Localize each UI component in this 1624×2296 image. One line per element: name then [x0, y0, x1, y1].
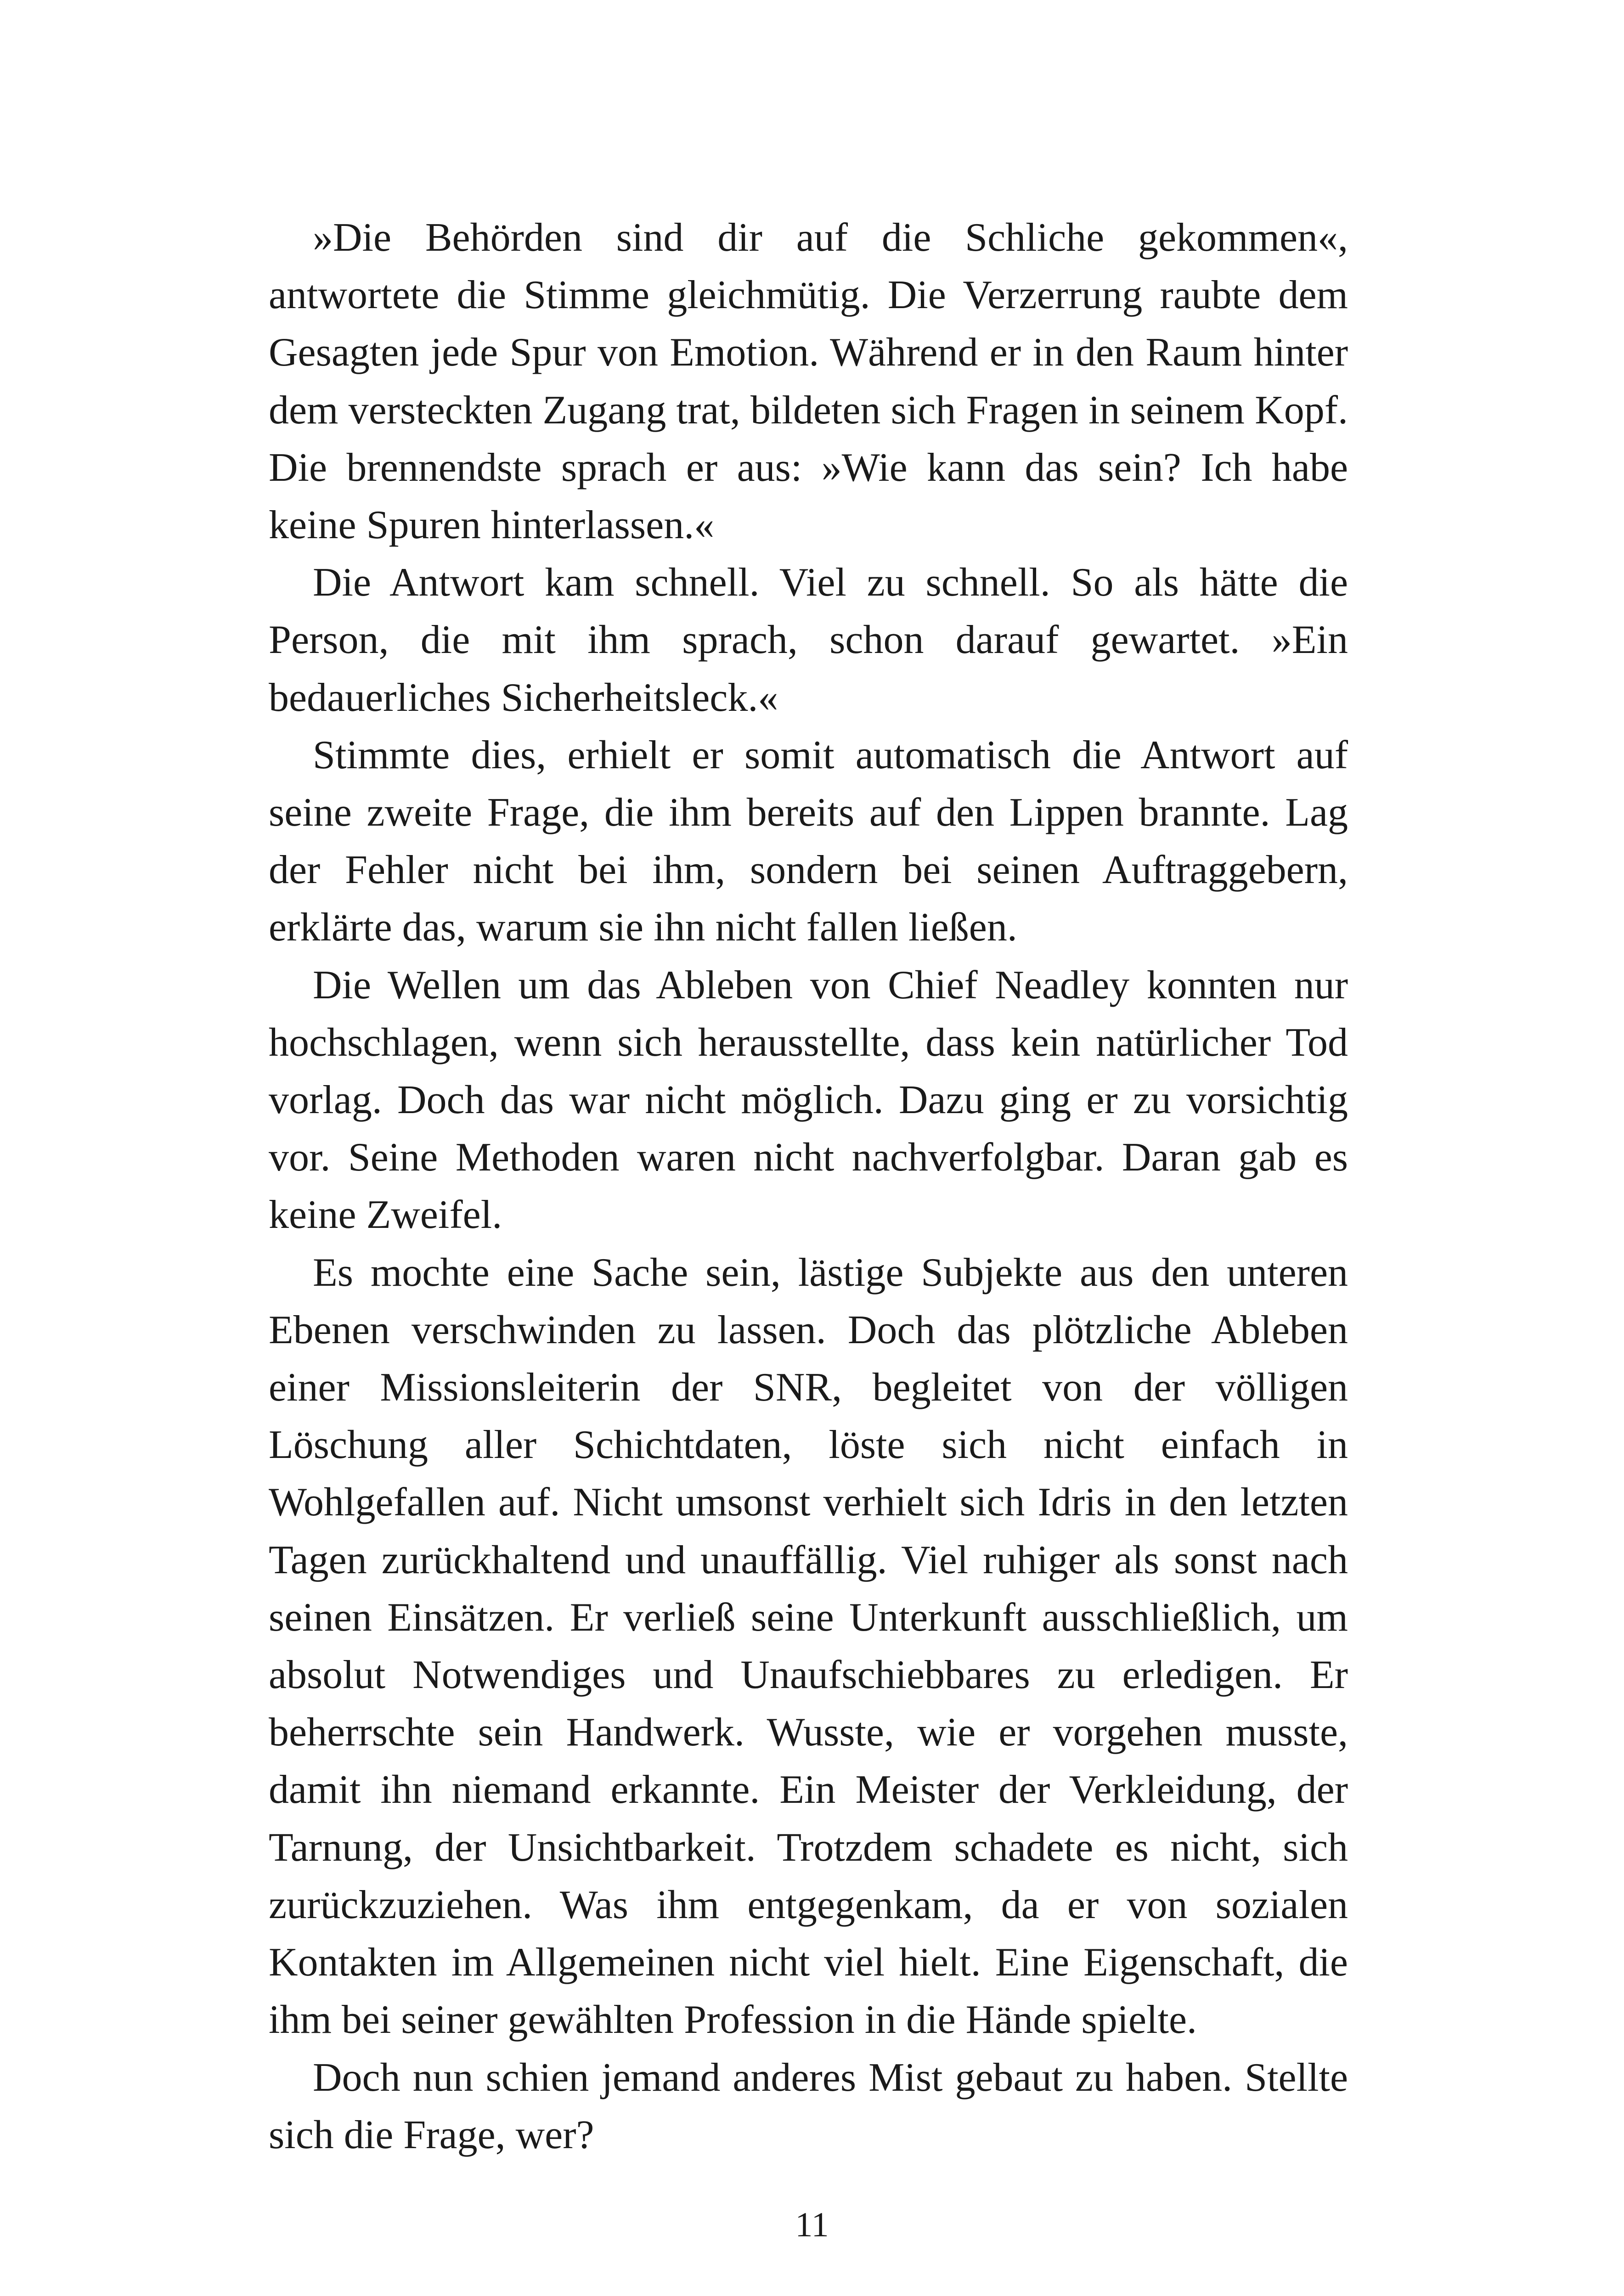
paragraph-2: Die Antwort kam schnell. Viel zu schnell. So als hätte die Person, die mit ihm sprach, schon darauf gewartet. »Ein bedauerliches Sicherheitsleck.«	[269, 560, 1348, 720]
paragraph-4: Die Wellen um das Ableben von Chief Neadley konnten nur hochschlagen, wenn sich herausstellte, dass kein natürlicher Tod vorlag. Doch das war nicht möglich. Dazu ging er zu vorsichtig vor. Seine Methoden waren nicht nachverfolgbar. Daran gab es keine Zweifel.	[269, 962, 1348, 1238]
body-text	[269, 209, 1348, 2164]
paragraph-3: Stimmte dies, erhielt er somit automatisch die Antwort auf seine zweite Frage, die ihm bereits auf den Lippen brannte. Lag der Fehler nicht bei ihm, sondern bei seinen Auftraggebern, erklärte das, warum sie ihn nicht fallen ließen.	[269, 732, 1348, 950]
paragraph-1: »Die Behörden sind dir auf die Schliche gekommen«, antwortete die Stimme gleichmütig. Die Verzerrung raubte dem Gesagten jede Spur von Emotion. Während er in den Raum hinter dem versteckten Zugang trat, bildeten sich Fragen in seinem Kopf. Die brennendste sprach er aus: »Wie kann das sein? Ich habe keine Spuren hinterlassen.«	[269, 215, 1348, 548]
paragraph-6: Doch nun schien jemand anderes Mist gebaut zu haben. Stellte sich die Frage, wer?	[269, 2055, 1348, 2157]
paragraph-5: Es mochte eine Sache sein, lästige Subjekte aus den unteren Ebenen verschwinden zu lassen. Doch das plötzliche Ableben einer Missionsleiterin der SNR, begleitet von der völligen Löschung aller Schichtdaten, löste sich nicht einfach in Wohlgefallen auf. Nicht umsonst verhielt sich Idris in den letzten Tagen zurückhaltend und unauffällig. Viel ruhiger als sonst nach seinen Einsätzen. Er verließ seine Unterkunft ausschließlich, um absolut Notwendiges und Unaufschiebbares zu erledigen. Er beherrschte sein Handwerk. Wusste, wie er vorgehen musste, damit ihn niemand erkannte. Ein Meister der Verkleidung, der Tarnung, der Unsichtbarkeit. Trotzdem schadete es nicht, sich zurückzuziehen. Was ihm entgegenkam, da er von sozialen Kontakten im Allgemeinen nicht viel hielt. Eine Eigenschaft, die ihm bei seiner gewählten Profession in die Hände spielte.	[269, 1250, 1348, 2043]
page-number: 11	[795, 2206, 829, 2244]
